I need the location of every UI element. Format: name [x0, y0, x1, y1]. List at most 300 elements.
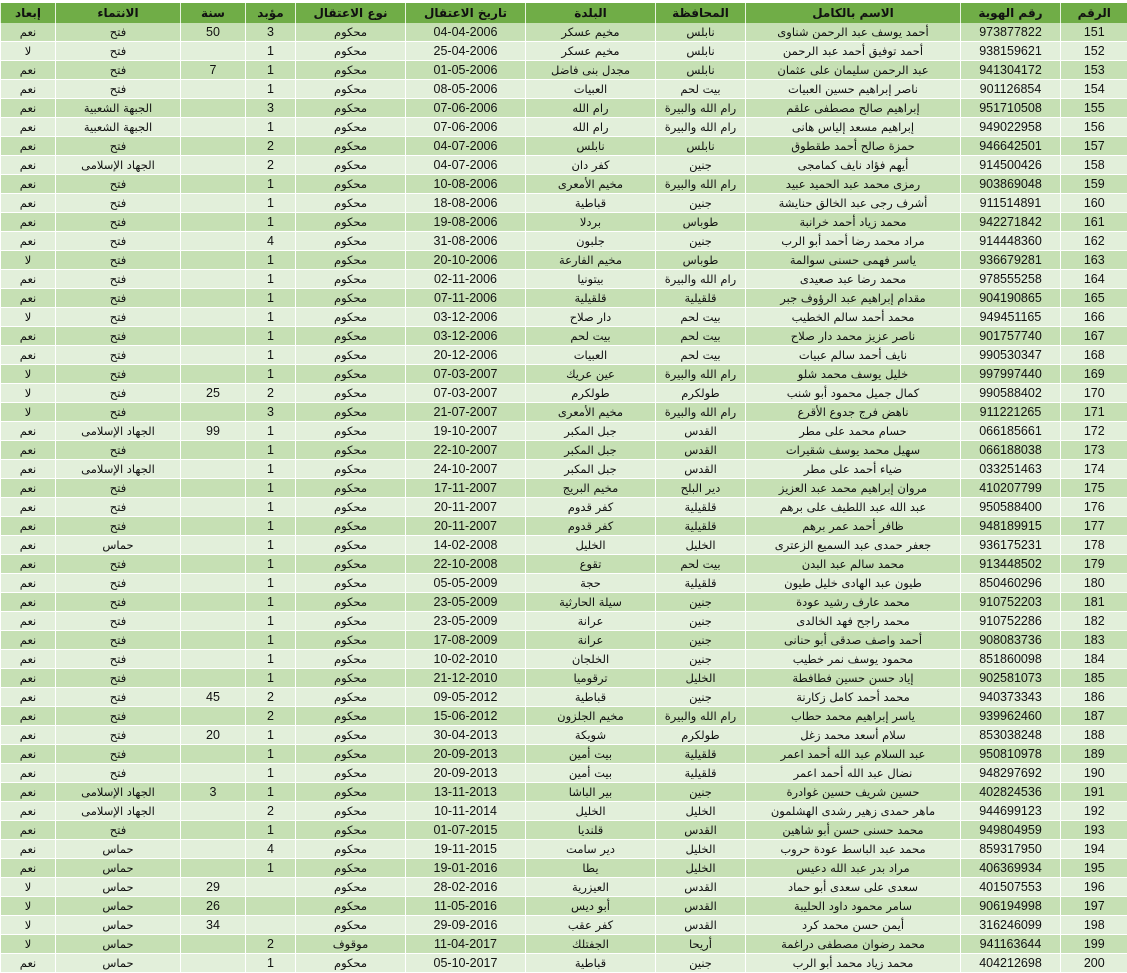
cell-arrest-date[interactable]: 20-09-2013	[406, 745, 526, 764]
cell-years[interactable]	[181, 555, 246, 574]
cell-deportation[interactable]: نعم	[1, 422, 56, 441]
cell-town[interactable]: أبو ديس	[526, 897, 656, 916]
cell-arrest-date[interactable]: 04-07-2006	[406, 156, 526, 175]
cell-town[interactable]: جلبون	[526, 232, 656, 251]
cell-governorate[interactable]: قلقيلية	[656, 745, 746, 764]
header-detention-type[interactable]: نوع الاعتقال	[296, 3, 406, 23]
cell-affiliation[interactable]: فتح	[56, 764, 181, 783]
cell-life-sentences[interactable]: 2	[246, 802, 296, 821]
cell-row-number[interactable]: 152	[1061, 42, 1127, 61]
cell-life-sentences[interactable]: 1	[246, 783, 296, 802]
cell-life-sentences[interactable]: 2	[246, 137, 296, 156]
cell-town[interactable]: العيزرية	[526, 878, 656, 897]
cell-row-number[interactable]: 157	[1061, 137, 1127, 156]
cell-arrest-date[interactable]: 10-02-2010	[406, 650, 526, 669]
cell-governorate[interactable]: بيت لحم	[656, 327, 746, 346]
cell-town[interactable]: مخيم البريج	[526, 479, 656, 498]
cell-full-name[interactable]: خليل يوسف محمد شلو	[746, 365, 961, 384]
cell-full-name[interactable]: حسام محمد على مطر	[746, 422, 961, 441]
cell-detention-type[interactable]: محكوم	[296, 612, 406, 631]
cell-deportation[interactable]: نعم	[1, 441, 56, 460]
cell-row-number[interactable]: 165	[1061, 289, 1127, 308]
cell-governorate[interactable]: قلقيلية	[656, 574, 746, 593]
cell-deportation[interactable]: لا	[1, 935, 56, 954]
cell-arrest-date[interactable]: 19-11-2015	[406, 840, 526, 859]
cell-arrest-date[interactable]: 07-06-2006	[406, 118, 526, 137]
cell-deportation[interactable]: نعم	[1, 650, 56, 669]
cell-life-sentences[interactable]: 4	[246, 232, 296, 251]
cell-detention-type[interactable]: محكوم	[296, 327, 406, 346]
cell-id-number[interactable]: 990588402	[961, 384, 1061, 403]
cell-row-number[interactable]: 173	[1061, 441, 1127, 460]
cell-detention-type[interactable]: محكوم	[296, 175, 406, 194]
cell-affiliation[interactable]: فتح	[56, 384, 181, 403]
cell-full-name[interactable]: ياسر إبراهيم محمد حطاب	[746, 707, 961, 726]
cell-life-sentences[interactable]: 1	[246, 308, 296, 327]
cell-row-number[interactable]: 162	[1061, 232, 1127, 251]
cell-years[interactable]	[181, 536, 246, 555]
cell-years[interactable]	[181, 954, 246, 973]
cell-detention-type[interactable]: محكوم	[296, 764, 406, 783]
cell-detention-type[interactable]: محكوم	[296, 346, 406, 365]
cell-detention-type[interactable]: محكوم	[296, 23, 406, 42]
cell-detention-type[interactable]: موقوف	[296, 935, 406, 954]
cell-years[interactable]	[181, 479, 246, 498]
cell-life-sentences[interactable]: 1	[246, 365, 296, 384]
cell-full-name[interactable]: سلام أسعد محمد زغل	[746, 726, 961, 745]
cell-full-name[interactable]: ناصر عزيز محمد دار صلاح	[746, 327, 961, 346]
cell-life-sentences[interactable]: 1	[246, 61, 296, 80]
cell-town[interactable]: عين عريك	[526, 365, 656, 384]
cell-deportation[interactable]: لا	[1, 42, 56, 61]
cell-arrest-date[interactable]: 09-05-2012	[406, 688, 526, 707]
cell-arrest-date[interactable]: 29-09-2016	[406, 916, 526, 935]
cell-town[interactable]: سيلة الحارثية	[526, 593, 656, 612]
cell-id-number[interactable]: 914448360	[961, 232, 1061, 251]
header-number[interactable]: الرقم	[1061, 3, 1127, 23]
cell-town[interactable]: كفر قدوم	[526, 498, 656, 517]
cell-id-number[interactable]: 949804959	[961, 821, 1061, 840]
cell-row-number[interactable]: 186	[1061, 688, 1127, 707]
cell-row-number[interactable]: 192	[1061, 802, 1127, 821]
cell-full-name[interactable]: محمد رضوان مصطفى دراغمة	[746, 935, 961, 954]
cell-detention-type[interactable]: محكوم	[296, 156, 406, 175]
cell-deportation[interactable]: نعم	[1, 517, 56, 536]
cell-life-sentences[interactable]: 2	[246, 688, 296, 707]
cell-governorate[interactable]: رام الله والبيرة	[656, 365, 746, 384]
cell-detention-type[interactable]: محكوم	[296, 859, 406, 878]
cell-row-number[interactable]: 200	[1061, 954, 1127, 973]
cell-detention-type[interactable]: محكوم	[296, 42, 406, 61]
cell-full-name[interactable]: جعفر حمدى عبد السميع الزعترى	[746, 536, 961, 555]
cell-full-name[interactable]: حمزة صالح أحمد طقطوق	[746, 137, 961, 156]
cell-years[interactable]	[181, 707, 246, 726]
cell-id-number[interactable]: 910752203	[961, 593, 1061, 612]
cell-years[interactable]	[181, 517, 246, 536]
cell-arrest-date[interactable]: 23-05-2009	[406, 612, 526, 631]
cell-row-number[interactable]: 189	[1061, 745, 1127, 764]
cell-deportation[interactable]: لا	[1, 403, 56, 422]
cell-governorate[interactable]: نابلس	[656, 23, 746, 42]
cell-affiliation[interactable]: فتح	[56, 555, 181, 574]
cell-detention-type[interactable]: محكوم	[296, 384, 406, 403]
cell-town[interactable]: بردلا	[526, 213, 656, 232]
cell-detention-type[interactable]: محكوم	[296, 270, 406, 289]
cell-arrest-date[interactable]: 11-05-2016	[406, 897, 526, 916]
cell-arrest-date[interactable]: 17-11-2007	[406, 479, 526, 498]
cell-years[interactable]	[181, 80, 246, 99]
cell-id-number[interactable]: 948189915	[961, 517, 1061, 536]
cell-deportation[interactable]: نعم	[1, 745, 56, 764]
cell-deportation[interactable]: نعم	[1, 156, 56, 175]
cell-row-number[interactable]: 178	[1061, 536, 1127, 555]
cell-life-sentences[interactable]: 1	[246, 251, 296, 270]
cell-full-name[interactable]: إياد حسن حسين فطافطة	[746, 669, 961, 688]
cell-town[interactable]: دير سامت	[526, 840, 656, 859]
cell-arrest-date[interactable]: 14-02-2008	[406, 536, 526, 555]
cell-years[interactable]: 99	[181, 422, 246, 441]
cell-governorate[interactable]: جنين	[656, 593, 746, 612]
cell-id-number[interactable]: 850460296	[961, 574, 1061, 593]
cell-governorate[interactable]: جنين	[656, 156, 746, 175]
cell-row-number[interactable]: 187	[1061, 707, 1127, 726]
cell-years[interactable]	[181, 118, 246, 137]
cell-life-sentences[interactable]: 1	[246, 536, 296, 555]
cell-arrest-date[interactable]: 19-01-2016	[406, 859, 526, 878]
cell-governorate[interactable]: رام الله والبيرة	[656, 403, 746, 422]
cell-years[interactable]	[181, 308, 246, 327]
cell-governorate[interactable]: قلقيلية	[656, 289, 746, 308]
cell-full-name[interactable]: أحمد توفيق أحمد عبد الرحمن	[746, 42, 961, 61]
cell-deportation[interactable]: نعم	[1, 118, 56, 137]
cell-town[interactable]: مخيم عسكر	[526, 42, 656, 61]
cell-arrest-date[interactable]: 03-12-2006	[406, 308, 526, 327]
cell-life-sentences[interactable]: 1	[246, 745, 296, 764]
header-deportation[interactable]: إبعاد	[1, 3, 56, 23]
header-id-number[interactable]: رقم الهوية	[961, 3, 1061, 23]
cell-id-number[interactable]: 859317950	[961, 840, 1061, 859]
cell-affiliation[interactable]: فتح	[56, 194, 181, 213]
cell-town[interactable]: مجدل بنى فاضل	[526, 61, 656, 80]
cell-town[interactable]: العبيات	[526, 80, 656, 99]
cell-row-number[interactable]: 154	[1061, 80, 1127, 99]
cell-arrest-date[interactable]: 20-12-2006	[406, 346, 526, 365]
cell-deportation[interactable]: نعم	[1, 99, 56, 118]
cell-id-number[interactable]: 853038248	[961, 726, 1061, 745]
cell-arrest-date[interactable]: 01-07-2015	[406, 821, 526, 840]
cell-governorate[interactable]: قلقيلية	[656, 498, 746, 517]
cell-id-number[interactable]: 942271842	[961, 213, 1061, 232]
cell-id-number[interactable]: 949451165	[961, 308, 1061, 327]
cell-affiliation[interactable]: الجبهة الشعبية	[56, 99, 181, 118]
cell-town[interactable]: بيت لحم	[526, 327, 656, 346]
cell-row-number[interactable]: 182	[1061, 612, 1127, 631]
cell-affiliation[interactable]: فتح	[56, 251, 181, 270]
cell-governorate[interactable]: جنين	[656, 650, 746, 669]
cell-row-number[interactable]: 169	[1061, 365, 1127, 384]
cell-deportation[interactable]: نعم	[1, 612, 56, 631]
cell-id-number[interactable]: 902581073	[961, 669, 1061, 688]
cell-deportation[interactable]: لا	[1, 916, 56, 935]
cell-governorate[interactable]: جنين	[656, 232, 746, 251]
cell-governorate[interactable]: قلقيلية	[656, 517, 746, 536]
cell-row-number[interactable]: 195	[1061, 859, 1127, 878]
cell-row-number[interactable]: 180	[1061, 574, 1127, 593]
cell-id-number[interactable]: 908083736	[961, 631, 1061, 650]
cell-affiliation[interactable]: فتح	[56, 80, 181, 99]
cell-detention-type[interactable]: محكوم	[296, 460, 406, 479]
cell-full-name[interactable]: محمود يوسف نمر خطيب	[746, 650, 961, 669]
cell-detention-type[interactable]: محكوم	[296, 726, 406, 745]
cell-deportation[interactable]: نعم	[1, 802, 56, 821]
cell-years[interactable]: 26	[181, 897, 246, 916]
cell-affiliation[interactable]: فتح	[56, 270, 181, 289]
cell-life-sentences[interactable]: 1	[246, 593, 296, 612]
cell-row-number[interactable]: 193	[1061, 821, 1127, 840]
cell-years[interactable]	[181, 574, 246, 593]
cell-town[interactable]: الجفتلك	[526, 935, 656, 954]
cell-life-sentences[interactable]: 1	[246, 441, 296, 460]
cell-row-number[interactable]: 159	[1061, 175, 1127, 194]
cell-affiliation[interactable]: الجهاد الإسلامى	[56, 460, 181, 479]
cell-arrest-date[interactable]: 08-05-2006	[406, 80, 526, 99]
cell-deportation[interactable]: نعم	[1, 726, 56, 745]
cell-town[interactable]: ترقوميا	[526, 669, 656, 688]
cell-arrest-date[interactable]: 25-04-2006	[406, 42, 526, 61]
cell-governorate[interactable]: دير البلح	[656, 479, 746, 498]
cell-town[interactable]: عرانة	[526, 631, 656, 650]
cell-arrest-date[interactable]: 10-11-2014	[406, 802, 526, 821]
cell-id-number[interactable]: 990530347	[961, 346, 1061, 365]
cell-years[interactable]: 50	[181, 23, 246, 42]
cell-governorate[interactable]: طولكرم	[656, 726, 746, 745]
cell-years[interactable]: 29	[181, 878, 246, 897]
cell-detention-type[interactable]: محكوم	[296, 688, 406, 707]
cell-years[interactable]	[181, 327, 246, 346]
cell-affiliation[interactable]: فتح	[56, 137, 181, 156]
cell-detention-type[interactable]: محكوم	[296, 517, 406, 536]
cell-governorate[interactable]: القدس	[656, 916, 746, 935]
cell-detention-type[interactable]: محكوم	[296, 593, 406, 612]
cell-years[interactable]	[181, 859, 246, 878]
cell-deportation[interactable]: لا	[1, 308, 56, 327]
cell-life-sentences[interactable]: 1	[246, 859, 296, 878]
cell-full-name[interactable]: محمد زياد أحمد خرانبة	[746, 213, 961, 232]
cell-governorate[interactable]: القدس	[656, 821, 746, 840]
cell-full-name[interactable]: أشرف رجى عبد الخالق حنايشة	[746, 194, 961, 213]
cell-id-number[interactable]: 066188038	[961, 441, 1061, 460]
cell-governorate[interactable]: بيت لحم	[656, 346, 746, 365]
cell-detention-type[interactable]: محكوم	[296, 232, 406, 251]
cell-id-number[interactable]: 946642501	[961, 137, 1061, 156]
cell-years[interactable]	[181, 346, 246, 365]
cell-town[interactable]: قلنديا	[526, 821, 656, 840]
cell-life-sentences[interactable]: 1	[246, 460, 296, 479]
cell-years[interactable]	[181, 270, 246, 289]
cell-deportation[interactable]: نعم	[1, 346, 56, 365]
cell-arrest-date[interactable]: 21-12-2010	[406, 669, 526, 688]
cell-years[interactable]	[181, 935, 246, 954]
cell-life-sentences[interactable]: 1	[246, 213, 296, 232]
cell-id-number[interactable]: 913448502	[961, 555, 1061, 574]
cell-affiliation[interactable]: حماس	[56, 878, 181, 897]
cell-life-sentences[interactable]: 1	[246, 80, 296, 99]
cell-row-number[interactable]: 174	[1061, 460, 1127, 479]
cell-life-sentences[interactable]: 1	[246, 479, 296, 498]
cell-years[interactable]	[181, 137, 246, 156]
cell-affiliation[interactable]: فتح	[56, 707, 181, 726]
cell-life-sentences[interactable]: 3	[246, 403, 296, 422]
cell-governorate[interactable]: أريحا	[656, 935, 746, 954]
cell-governorate[interactable]: بيت لحم	[656, 80, 746, 99]
cell-full-name[interactable]: إبراهيم صالح مصطفى علقم	[746, 99, 961, 118]
cell-town[interactable]: رام الله	[526, 118, 656, 137]
cell-affiliation[interactable]: فتح	[56, 175, 181, 194]
cell-row-number[interactable]: 155	[1061, 99, 1127, 118]
cell-affiliation[interactable]: فتح	[56, 650, 181, 669]
cell-life-sentences[interactable]: 1	[246, 422, 296, 441]
cell-affiliation[interactable]: حماس	[56, 954, 181, 973]
cell-deportation[interactable]: نعم	[1, 764, 56, 783]
cell-deportation[interactable]: نعم	[1, 460, 56, 479]
cell-town[interactable]: قباطية	[526, 194, 656, 213]
cell-governorate[interactable]: الخليل	[656, 802, 746, 821]
cell-row-number[interactable]: 160	[1061, 194, 1127, 213]
cell-affiliation[interactable]: فتح	[56, 669, 181, 688]
cell-detention-type[interactable]: محكوم	[296, 365, 406, 384]
cell-town[interactable]: عرانة	[526, 612, 656, 631]
cell-affiliation[interactable]: حماس	[56, 916, 181, 935]
cell-detention-type[interactable]: محكوم	[296, 99, 406, 118]
cell-years[interactable]	[181, 289, 246, 308]
cell-row-number[interactable]: 156	[1061, 118, 1127, 137]
cell-full-name[interactable]: عبد الرحمن سليمان على عثمان	[746, 61, 961, 80]
cell-arrest-date[interactable]: 22-10-2008	[406, 555, 526, 574]
cell-id-number[interactable]: 997997440	[961, 365, 1061, 384]
cell-full-name[interactable]: ناصر إبراهيم حسين العبيات	[746, 80, 961, 99]
cell-full-name[interactable]: محمد عارف رشيد عودة	[746, 593, 961, 612]
cell-arrest-date[interactable]: 19-10-2007	[406, 422, 526, 441]
cell-row-number[interactable]: 194	[1061, 840, 1127, 859]
cell-deportation[interactable]: نعم	[1, 707, 56, 726]
cell-detention-type[interactable]: محكوم	[296, 308, 406, 327]
cell-town[interactable]: رام الله	[526, 99, 656, 118]
cell-affiliation[interactable]: فتح	[56, 593, 181, 612]
cell-detention-type[interactable]: محكوم	[296, 897, 406, 916]
cell-town[interactable]: مخيم الأمعرى	[526, 403, 656, 422]
cell-town[interactable]: طولكرم	[526, 384, 656, 403]
cell-arrest-date[interactable]: 11-04-2017	[406, 935, 526, 954]
cell-years[interactable]	[181, 631, 246, 650]
cell-affiliation[interactable]: فتح	[56, 441, 181, 460]
cell-id-number[interactable]: 851860098	[961, 650, 1061, 669]
cell-deportation[interactable]: لا	[1, 251, 56, 270]
cell-life-sentences[interactable]: 1	[246, 631, 296, 650]
cell-years[interactable]	[181, 251, 246, 270]
cell-affiliation[interactable]: فتح	[56, 498, 181, 517]
cell-life-sentences[interactable]: 1	[246, 289, 296, 308]
cell-full-name[interactable]: مروان إبراهيم محمد عبد العزيز	[746, 479, 961, 498]
cell-row-number[interactable]: 172	[1061, 422, 1127, 441]
cell-governorate[interactable]: الخليل	[656, 536, 746, 555]
cell-governorate[interactable]: القدس	[656, 897, 746, 916]
cell-years[interactable]	[181, 441, 246, 460]
cell-arrest-date[interactable]: 04-07-2006	[406, 137, 526, 156]
cell-id-number[interactable]: 950588400	[961, 498, 1061, 517]
cell-deportation[interactable]: نعم	[1, 194, 56, 213]
cell-row-number[interactable]: 153	[1061, 61, 1127, 80]
cell-governorate[interactable]: نابلس	[656, 61, 746, 80]
cell-id-number[interactable]: 941304172	[961, 61, 1061, 80]
cell-life-sentences[interactable]: 1	[246, 118, 296, 137]
cell-governorate[interactable]: الخليل	[656, 840, 746, 859]
cell-detention-type[interactable]: محكوم	[296, 422, 406, 441]
cell-full-name[interactable]: إبراهيم مسعد إلياس هانى	[746, 118, 961, 137]
cell-id-number[interactable]: 950810978	[961, 745, 1061, 764]
cell-detention-type[interactable]: محكوم	[296, 441, 406, 460]
cell-deportation[interactable]: نعم	[1, 327, 56, 346]
cell-town[interactable]: يطا	[526, 859, 656, 878]
cell-affiliation[interactable]: فتح	[56, 574, 181, 593]
cell-life-sentences[interactable]: 1	[246, 327, 296, 346]
cell-deportation[interactable]: نعم	[1, 61, 56, 80]
cell-affiliation[interactable]: فتح	[56, 688, 181, 707]
cell-full-name[interactable]: سهيل محمد يوسف شقيرات	[746, 441, 961, 460]
cell-full-name[interactable]: نضال عبد الله أحمد اعمر	[746, 764, 961, 783]
cell-full-name[interactable]: ضياء أحمد على مطر	[746, 460, 961, 479]
cell-id-number[interactable]: 316246099	[961, 916, 1061, 935]
cell-town[interactable]: الخلجان	[526, 650, 656, 669]
cell-detention-type[interactable]: محكوم	[296, 194, 406, 213]
cell-full-name[interactable]: ظافر أحمد عمر برهم	[746, 517, 961, 536]
cell-years[interactable]: 20	[181, 726, 246, 745]
cell-affiliation[interactable]: فتح	[56, 745, 181, 764]
cell-full-name[interactable]: محمد رضا عبد صعيدى	[746, 270, 961, 289]
cell-affiliation[interactable]: فتح	[56, 213, 181, 232]
cell-detention-type[interactable]: محكوم	[296, 802, 406, 821]
cell-id-number[interactable]: 904190865	[961, 289, 1061, 308]
cell-town[interactable]: قباطية	[526, 954, 656, 973]
cell-years[interactable]: 34	[181, 916, 246, 935]
cell-id-number[interactable]: 406369934	[961, 859, 1061, 878]
cell-detention-type[interactable]: محكوم	[296, 80, 406, 99]
cell-full-name[interactable]: ياسر فهمى حسنى سوالمة	[746, 251, 961, 270]
cell-arrest-date[interactable]: 03-12-2006	[406, 327, 526, 346]
cell-life-sentences[interactable]: 1	[246, 517, 296, 536]
cell-town[interactable]: قلقيلية	[526, 289, 656, 308]
cell-governorate[interactable]: رام الله والبيرة	[656, 99, 746, 118]
cell-full-name[interactable]: رمزى محمد عبد الحميد عبيد	[746, 175, 961, 194]
cell-arrest-date[interactable]: 15-06-2012	[406, 707, 526, 726]
cell-detention-type[interactable]: محكوم	[296, 707, 406, 726]
cell-deportation[interactable]: لا	[1, 897, 56, 916]
cell-affiliation[interactable]: فتح	[56, 327, 181, 346]
cell-life-sentences[interactable]: 1	[246, 612, 296, 631]
cell-years[interactable]	[181, 745, 246, 764]
cell-town[interactable]: مخيم الجلزون	[526, 707, 656, 726]
cell-governorate[interactable]: القدس	[656, 441, 746, 460]
cell-years[interactable]	[181, 612, 246, 631]
cell-years[interactable]	[181, 194, 246, 213]
cell-full-name[interactable]: مقدام إبراهيم عبد الرؤوف جبر	[746, 289, 961, 308]
cell-row-number[interactable]: 168	[1061, 346, 1127, 365]
cell-town[interactable]: دار صلاح	[526, 308, 656, 327]
cell-detention-type[interactable]: محكوم	[296, 536, 406, 555]
cell-life-sentences[interactable]	[246, 916, 296, 935]
cell-town[interactable]: جبل المكبر	[526, 460, 656, 479]
cell-full-name[interactable]: محمد زياد محمد أبو الرب	[746, 954, 961, 973]
cell-deportation[interactable]: نعم	[1, 536, 56, 555]
